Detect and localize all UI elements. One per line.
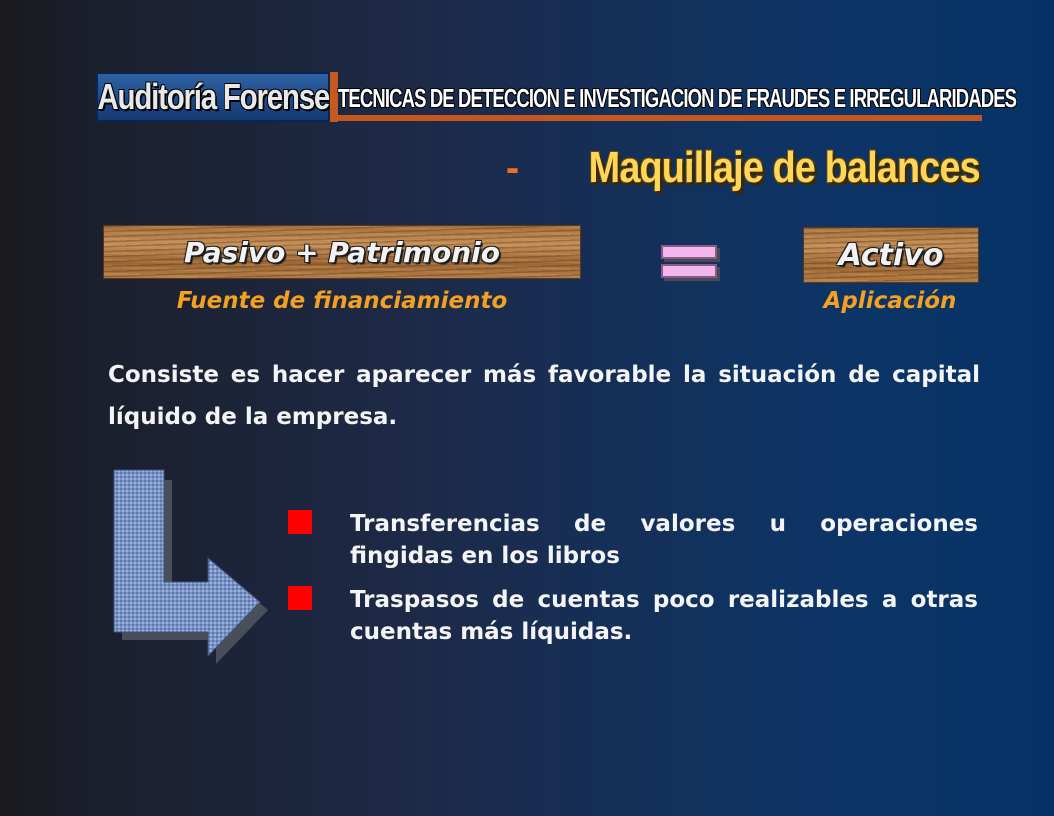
application-caption: Aplicación	[823, 288, 957, 314]
description-paragraph: Consiste es hacer aparecer más favorable la situación de capital líquido de la empresa.	[108, 362, 980, 430]
header-underline	[338, 115, 982, 121]
bullet-text: Transferencias de valores u operaciones fingidas en los libros	[350, 511, 978, 569]
subtitle-dash: -	[505, 145, 520, 190]
subtitle-text: Maquillaje de balances	[588, 143, 980, 192]
header-title-text: TECNICAS DE DETECCION E INVESTIGACION DE FRAUDES E IRREGULARIDADES	[338, 82, 1017, 113]
slide-subtitle	[505, 140, 980, 196]
liabilities-equity-label: Pasivo + Patrimonio	[184, 235, 500, 269]
bullet-list	[288, 508, 978, 660]
equals-icon	[661, 245, 717, 259]
bullet-text: Traspasos de cuentas poco realizables a otras cuentas más líquidas.	[350, 587, 978, 645]
list-item	[288, 508, 978, 572]
course-badge-label: Auditoría Forense	[97, 76, 329, 117]
bent-arrow-icon	[110, 466, 270, 668]
assets-bar	[804, 228, 978, 282]
equals-icon-lower	[661, 264, 717, 278]
red-square-bullet-icon	[288, 510, 312, 534]
list-item	[288, 584, 978, 648]
assets-label: Activo	[838, 237, 944, 273]
header-title	[338, 80, 1017, 116]
badge-accent	[330, 72, 338, 122]
course-badge	[96, 72, 330, 122]
liabilities-equity-bar	[104, 226, 580, 278]
red-square-bullet-icon	[288, 586, 312, 610]
financing-source-caption: Fuente de financiamiento	[176, 288, 508, 314]
